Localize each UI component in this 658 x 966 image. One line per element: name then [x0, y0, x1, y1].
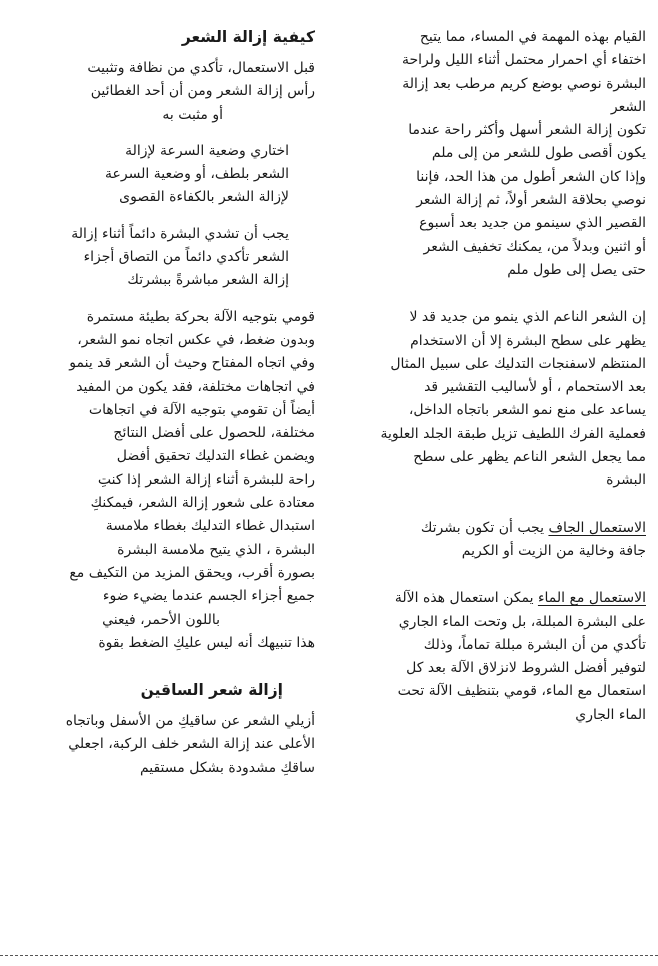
text-line: هذا تنبيهك أنه ليس عليكِ الضغط بقوة	[98, 634, 315, 651]
text-line: راحة للبشرة أثناء إزالة الشعر إذا كنتِ	[97, 471, 315, 488]
instruction-item	[10, 223, 315, 293]
text-line: لتوفير أفضل الشروط لانزلاق الآلة بعد كل	[406, 660, 646, 677]
text-line	[331, 587, 646, 610]
text-line: أزيلي الشعر عن ساقيكِ من الأسفل وباتجاه	[65, 713, 315, 730]
text-line: البشرة نوصي بوضع كريم مرطب بعد إزالة	[402, 75, 646, 92]
paragraph	[10, 306, 315, 655]
paragraph	[331, 26, 646, 119]
text-line: أو مثبت به	[162, 106, 223, 123]
wet-use-text: يمكن استعمال هذه الآلة	[394, 590, 538, 607]
text-line: وإذا كان الشعر أطول من هذا الحد، فإننا	[416, 168, 646, 185]
text-line: أو اثنين وبدلاً من، يمكنك تخفيف الشعر	[423, 238, 646, 255]
text-line: معتادة على شعور إزالة الشعر، فيمكنكِ	[90, 495, 315, 512]
paragraph	[10, 710, 315, 780]
text-line: تكون إزالة الشعر أسهل وأكثر راحة عندما	[408, 122, 646, 139]
text-line: استعمال مع الماء، قومي بتنظيف الآلة تحت	[397, 683, 646, 700]
text-line: المنتظم لاسفنجات التدليك على سبيل المثال	[390, 355, 646, 372]
footer-divider	[0, 955, 658, 956]
text-line: وفي اتجاه المفتاح وحيث أن الشعر قد ينمو	[69, 355, 315, 372]
text-line: الأعلى عند إزالة الشعر خلف الركبة، اجعلي	[68, 736, 315, 753]
text-line: القصير الذي سينمو من جديد بعد أسبوع	[419, 215, 646, 232]
text-line: جميع أجزاء الجسم عندما يضيء ضوء	[102, 588, 315, 605]
text-line: الشعر تأكدي دائماً من التصاق أجزاء	[83, 249, 289, 266]
text-line: يجب أن تشدي البشرة دائماً أثناء إزالة	[71, 225, 289, 242]
text-line: يكون أقصى طول للشعر من إلى ملم	[431, 145, 646, 162]
text-line: مختلفة، للحصول على أفضل النتائج	[113, 425, 315, 442]
left-column	[10, 26, 315, 780]
text-line: تأكدي من أن البشرة مبللة تماماً، وذلك	[423, 636, 646, 653]
text-line: بعد الاستحمام ، أو لأساليب التقشير قد	[424, 379, 646, 396]
text-line	[331, 517, 646, 540]
text-line: ساقكِ مشدودة بشكل مستقيم	[139, 759, 315, 776]
text-line: إن الشعر الناعم الذي ينمو من جديد قد لا	[409, 309, 646, 326]
section-heading: كيفية إزالة الشعر	[181, 28, 315, 46]
text-line: نوصي بحلاقة الشعر أولاً، ثم إزالة الشعر	[416, 192, 646, 209]
text-line: مما يجعل الشعر الناعم يظهر على سطح	[413, 449, 646, 466]
text-line: جافة وخالية من الزيت أو الكريم	[461, 542, 646, 559]
text-line: استبدال غطاء التدليك بغطاء ملامسة	[105, 518, 315, 535]
text-line: ويضمن غطاء التدليك تحقيق أفضل	[116, 448, 315, 465]
text-line: بصورة أقرب، ويحقق المزيد من التكيف مع	[69, 564, 315, 581]
dry-use-section	[331, 517, 646, 564]
right-column	[331, 26, 646, 727]
text-line: إزالة الشعر مباشرةً ببشرتك	[127, 272, 289, 289]
wet-use-section	[331, 587, 646, 727]
text-line: أيضاً أن تقومي بتوجيه الآلة في اتجاهات	[88, 401, 315, 418]
text-line: قبل الاستعمال، تأكدي من نظافة وتثبيت	[87, 60, 315, 76]
wet-use-heading: الاستعمال مع الماء	[537, 590, 646, 607]
text-line: يظهر على سطح البشرة إلا أن الاستخدام	[410, 332, 646, 349]
text-line: اختفاء أي احمرار محتمل أثناء الليل ولراحة	[402, 52, 646, 69]
text-line: باللون الأحمر، فيعني	[102, 611, 220, 628]
text-line: في اتجاهات مختلفة، فقد يكون من المفيد	[76, 378, 315, 395]
section-heading: إزالة شعر الساقين	[140, 681, 283, 700]
dry-use-heading: الاستعمال الجاف	[548, 519, 646, 536]
text-line: حتى يصل إلى طول ملم	[507, 261, 646, 278]
text-line: الشعر بلطف، أو وضعية السرعة	[105, 166, 289, 183]
text-line: رأس إزالة الشعر ومن أن أحد الغطائين	[90, 83, 315, 100]
text-line: وبدون ضغط، في عكس اتجاه نمو الشعر،	[77, 331, 315, 348]
instruction-item	[10, 140, 315, 210]
text-line: البشرة	[606, 472, 646, 489]
text-line: الماء الجاري	[575, 706, 646, 723]
text-line: يساعد على منع نمو الشعر باتجاه الداخل،	[408, 402, 646, 419]
paragraph	[331, 119, 646, 282]
text-line: فعملية الفرك اللطيف تزيل طبقة الجلد العلوية	[380, 425, 646, 442]
text-line: لإزالة الشعر بالكفاءة القصوى	[119, 189, 289, 206]
dry-use-text: يجب أن تكون بشرتك	[420, 519, 549, 536]
text-line: اختاري وضعية السرعة لإزالة	[125, 142, 289, 159]
text-line: البشرة ، الذي يتيح ملامسة البشرة	[117, 541, 315, 558]
text-line: الشعر	[610, 98, 646, 115]
text-line: قومي بتوجيه الآلة بحركة بطيئة مستمرة	[86, 308, 315, 325]
paragraph	[331, 306, 646, 492]
paragraph	[10, 57, 315, 127]
text-line: القيام بهذه المهمة في المساء، مما يتيح	[419, 29, 646, 45]
text-line: على البشرة المبللة، بل وتحت الماء الجاري	[398, 613, 646, 630]
